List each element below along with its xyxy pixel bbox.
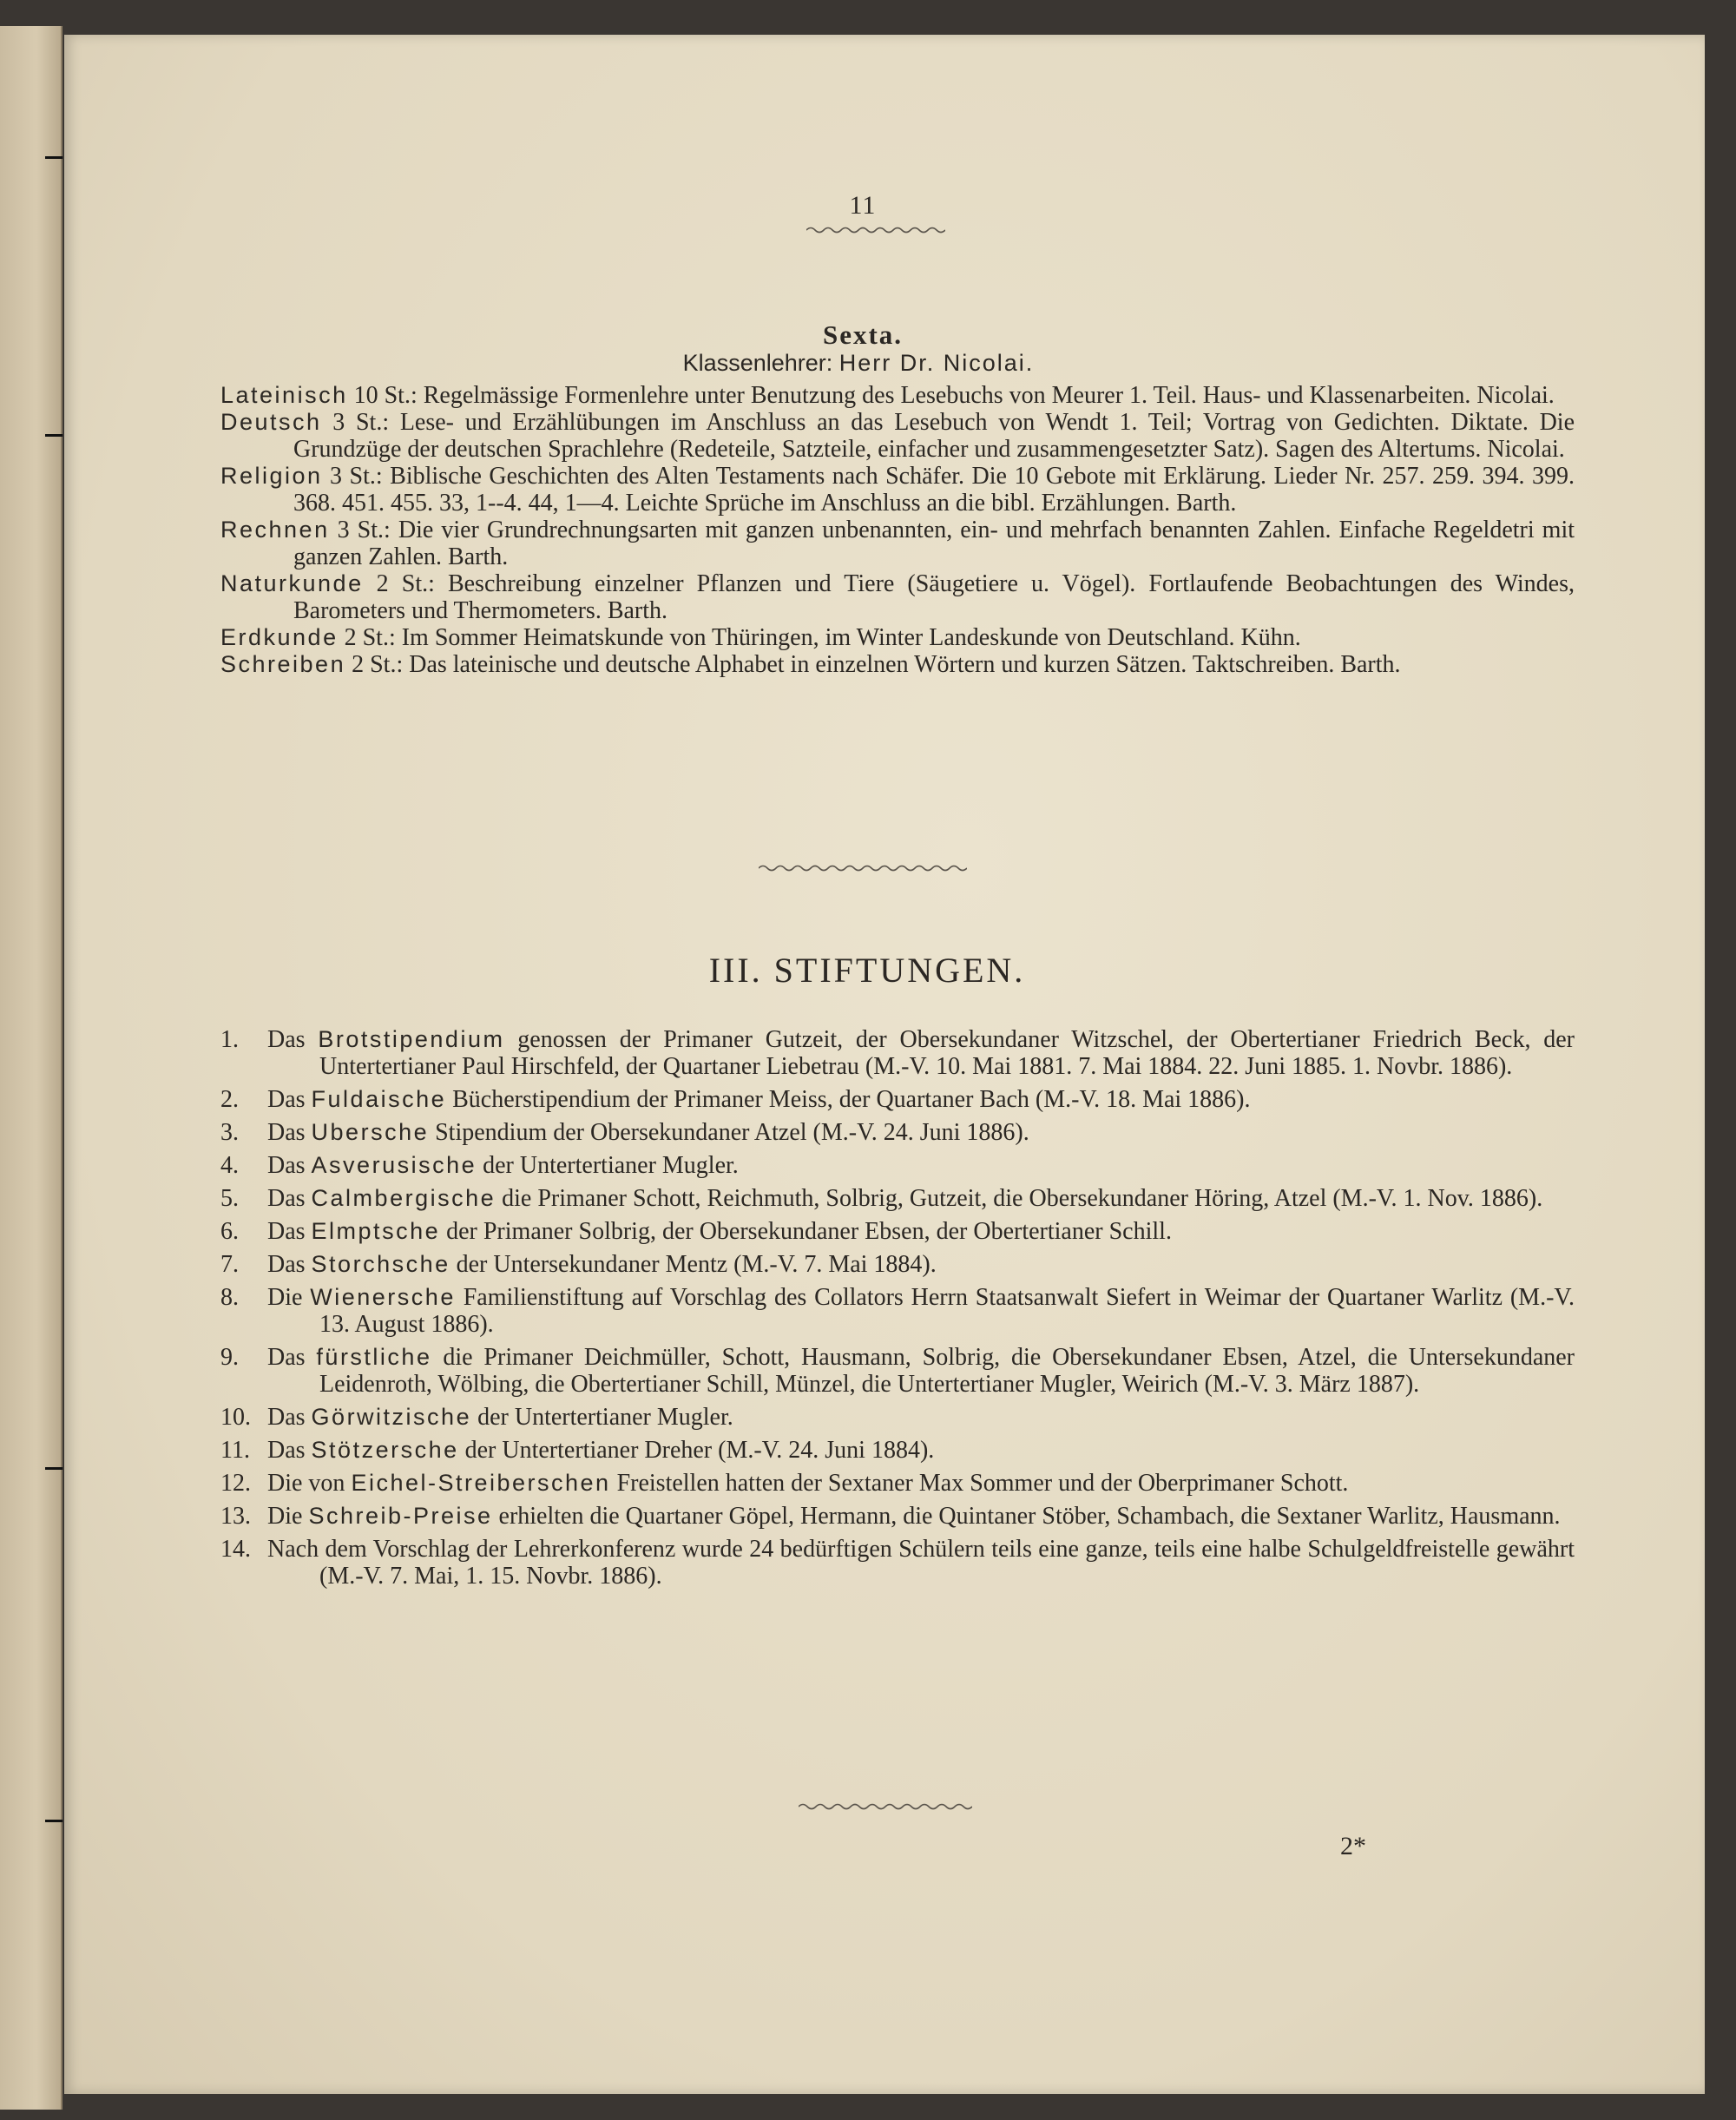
subject-name: Religion: [220, 463, 323, 489]
foundation-name: Ubersche: [311, 1119, 430, 1145]
foundation-number: 9.: [220, 1344, 239, 1371]
foundation-article: Das: [267, 1437, 306, 1464]
foundation-article: Das: [267, 1344, 306, 1371]
subject-list: [220, 382, 1575, 678]
foundation-text: erhielten die Quartaner Göpel, Hermann, die Quintaner Stöber, Schambach, die Sextaner Warlitz, Hausmann.: [498, 1503, 1561, 1530]
foundation-article: Das: [267, 1185, 306, 1212]
foundation-text: Freistellen hatten der Sextaner Max Sommer und der Oberprimaner Schott.: [616, 1470, 1349, 1497]
foundation-name: Wienersche: [310, 1284, 456, 1310]
foundation-name: Stötzersche: [311, 1437, 459, 1463]
foundation-text: Stipendium der Obersekundaner Atzel (M.-V. 24. Juni 1886).: [435, 1119, 1029, 1146]
foundation-text: der Untertertianer Dreher (M.-V. 24. Juni 1884).: [464, 1437, 935, 1464]
foundation-entry: [220, 1152, 1575, 1179]
foundation-number: 13.: [220, 1503, 251, 1530]
foundation-article: Das: [267, 1026, 306, 1053]
foundation-text: die Primaner Schott, Reichmuth, Solbrig, Gutzeit, die Obersekundaner Höring, Atzel (M.-V. 1. Nov. 1886).: [502, 1185, 1543, 1212]
subject-text: Im Sommer Heimatskunde von Thüringen, im Winter Landeskunde von Deutschland. Kühn.: [401, 624, 1301, 651]
foundation-entry: [220, 1344, 1575, 1398]
foundation-text: die Primaner Deichmüller, Schott, Hausmann, Solbrig, die Obersekundaner Ebsen, Atzel, die Untersekundaner Leidenroth, Wölbing, die Obertertianer Schill, Münzel, die Untertertianer Mugler, Weirich (M.-V. 3. März 1887).: [319, 1344, 1575, 1398]
subject-text: Das lateinische und deutsche Alphabet in einzelnen Wörtern und kurzen Sätzen. Taktschreiben. Barth.: [409, 651, 1401, 678]
foundation-number: 8.: [220, 1284, 239, 1311]
subject-name: Erdkunde: [220, 624, 339, 650]
subject-text: Regelmässige Formenlehre unter Benutzung des Lesebuchs von Meurer 1. Teil. Haus- und Klassenarbeiten. Nicolai.: [423, 382, 1555, 409]
page-number-ornament: [806, 224, 945, 236]
foundation-article: Das: [267, 1119, 306, 1146]
subject-entry: [220, 570, 1575, 624]
subject-entry: [220, 409, 1575, 463]
subject-hours: 2 St.:: [376, 570, 435, 597]
foundation-entry: [220, 1536, 1575, 1590]
page-edge-mark: [45, 1467, 62, 1470]
subject-hours: 3 St.:: [332, 409, 390, 436]
subject-text: Lese- und Erzählübungen im Anschluss an das Lesebuch von Wendt 1. Teil; Vortrag von Gedichten. Diktate. Die Grundzüge der deutschen Sprachlehre (Redeteile, Satzteile, einfacher und zusammengesetzter Satz). Sagen des Altertums. Nicolai.: [293, 409, 1575, 463]
subject-name: Schreiben: [220, 651, 346, 677]
document-page: [64, 35, 1705, 2094]
foundation-article: Das: [267, 1404, 306, 1431]
foundation-list: [220, 1026, 1575, 1596]
foundation-name: Eichel-Streiberschen: [351, 1470, 611, 1496]
foundation-number: 3.: [220, 1119, 239, 1146]
class-teacher-label: Klassenlehrer:: [682, 350, 833, 376]
subject-name: Naturkunde: [220, 570, 364, 596]
foundation-number: 7.: [220, 1251, 239, 1278]
foundation-number: 11.: [220, 1437, 250, 1464]
foundation-text: Familienstiftung auf Vorschlag des Collators Herrn Staatsanwalt Siefert in Weimar der Quartaner Warlitz (M.-V. 13. August 1886).: [319, 1284, 1575, 1338]
class-teacher: [12, 350, 1705, 377]
subject-hours: 2 St.:: [352, 651, 404, 678]
subject-text: Beschreibung einzelner Pflanzen und Tiere (Säugetiere u. Vögel). Fortlaufende Beobachtungen des Windes, Barometers und Thermometers. Barth.: [293, 570, 1575, 624]
subject-name: Rechnen: [220, 517, 330, 543]
foundation-number: 12.: [220, 1470, 251, 1497]
foundation-name: Elmptsche: [311, 1218, 441, 1244]
foundation-text: genossen der Primaner Gutzeit, der Obersekundaner Witzschel, der Obertertianer Friedrich Beck, der Untertertianer Paul Hirschfeld, der Quartaner Liebetrau (M.-V. 10. Mai 1881. 7. Mai 1884. 22. Juni 1885. 1. Novbr. 1886).: [319, 1026, 1575, 1080]
subject-entry: [220, 651, 1575, 678]
subject-hours: 2 St.:: [344, 624, 396, 651]
foundation-entry: [220, 1284, 1575, 1338]
foundation-name: Brotstipendium: [318, 1026, 505, 1052]
page-edge-mark: [45, 1820, 62, 1822]
subject-hours: 10 St.:: [353, 382, 418, 409]
foundation-number: 4.: [220, 1152, 239, 1179]
foundation-article: Das: [267, 1218, 306, 1245]
foundation-entry: [220, 1026, 1575, 1080]
foundation-name: Calmbergische: [311, 1185, 496, 1211]
foundation-number: 6.: [220, 1218, 239, 1245]
section-divider-ornament: [759, 862, 967, 874]
subject-text: Biblische Geschichten des Alten Testaments nach Schäfer. Die 10 Gebote mit Erklärung. Lieder Nr. 257. 259. 394. 399. 368. 451. 455. 33, 1--4. 44, 1—4. Leichte Sprüche im Anschluss an die bibl. Erzählungen. Barth.: [293, 463, 1575, 517]
foundation-entry: [220, 1185, 1575, 1212]
subject-name: Lateinisch: [220, 382, 348, 408]
foundation-article: Das: [267, 1152, 306, 1179]
foundation-text: der Untertertianer Mugler.: [477, 1404, 733, 1431]
foundation-entry: [220, 1470, 1575, 1497]
foundation-number: 2.: [220, 1086, 239, 1113]
foundation-name: Görwitzische: [311, 1404, 472, 1430]
chapter-heading: III. STIFTUNGEN.: [708, 951, 1026, 990]
foundation-name: fürstliche: [316, 1344, 432, 1370]
foundation-entry: [220, 1437, 1575, 1464]
foundation-article: Das: [267, 1251, 306, 1278]
foundation-article: Die: [267, 1284, 303, 1311]
foundation-text: Bücherstipendium der Primaner Meiss, der Quartaner Bach (M.-V. 18. Mai 1886).: [452, 1086, 1251, 1113]
section-heading: Sexta.: [822, 319, 904, 350]
foundation-name: Asverusische: [311, 1152, 477, 1178]
foundation-entry: [220, 1251, 1575, 1278]
page-edge-mark: [45, 156, 62, 159]
foundation-name: Fuldaische: [311, 1086, 447, 1112]
end-ornament: [799, 1801, 972, 1813]
class-teacher-name: Herr Dr. Nicolai.: [838, 350, 1035, 376]
foundation-number: 14.: [220, 1536, 251, 1563]
foundation-number: 1.: [220, 1026, 239, 1053]
foundation-entry: [220, 1086, 1575, 1113]
subject-hours: 3 St.:: [337, 517, 391, 543]
foundation-entry: [220, 1119, 1575, 1146]
subject-entry: [220, 624, 1575, 651]
foundation-text: der Untertertianer Mugler.: [483, 1152, 739, 1179]
subject-hours: 3 St.:: [330, 463, 383, 490]
subject-text: Die vier Grundrechnungsarten mit ganzen unbenannten, ein- und mehrfach benannten Zahlen. Einfache Regeldetri mit ganzen Zahlen. Barth.: [293, 517, 1575, 570]
page-number: 11: [849, 191, 877, 220]
foundation-text: Nach dem Vorschlag der Lehrerkonferenz wurde 24 bedürftigen Schülern teils eine ganze, teils eine halbe Schulgeldfreistelle gewährt (M.-V. 7. Mai, 1. 15. Novbr. 1886).: [267, 1536, 1575, 1590]
foundation-article: Das: [267, 1086, 306, 1113]
subject-entry: [220, 517, 1575, 570]
subject-entry: [220, 382, 1575, 409]
signature-mark: 2*: [1340, 1832, 1366, 1860]
foundation-entry: [220, 1218, 1575, 1245]
foundation-article: Die: [267, 1503, 303, 1530]
subject-entry: [220, 463, 1575, 517]
foundation-article: Die von: [267, 1470, 345, 1497]
page-edge-mark: [45, 434, 62, 437]
foundation-text: der Primaner Solbrig, der Obersekundaner Ebsen, der Obertertianer Schill.: [446, 1218, 1172, 1245]
foundation-name: Schreib-Preise: [308, 1503, 493, 1529]
foundation-number: 5.: [220, 1185, 239, 1212]
foundation-text: der Untersekundaner Mentz (M.-V. 7. Mai 1884).: [456, 1251, 937, 1278]
foundation-entry: [220, 1404, 1575, 1431]
foundation-number: 10.: [220, 1404, 251, 1431]
foundation-entry: [220, 1503, 1575, 1530]
subject-name: Deutsch: [220, 409, 322, 435]
foundation-name: Storchsche: [311, 1251, 450, 1277]
